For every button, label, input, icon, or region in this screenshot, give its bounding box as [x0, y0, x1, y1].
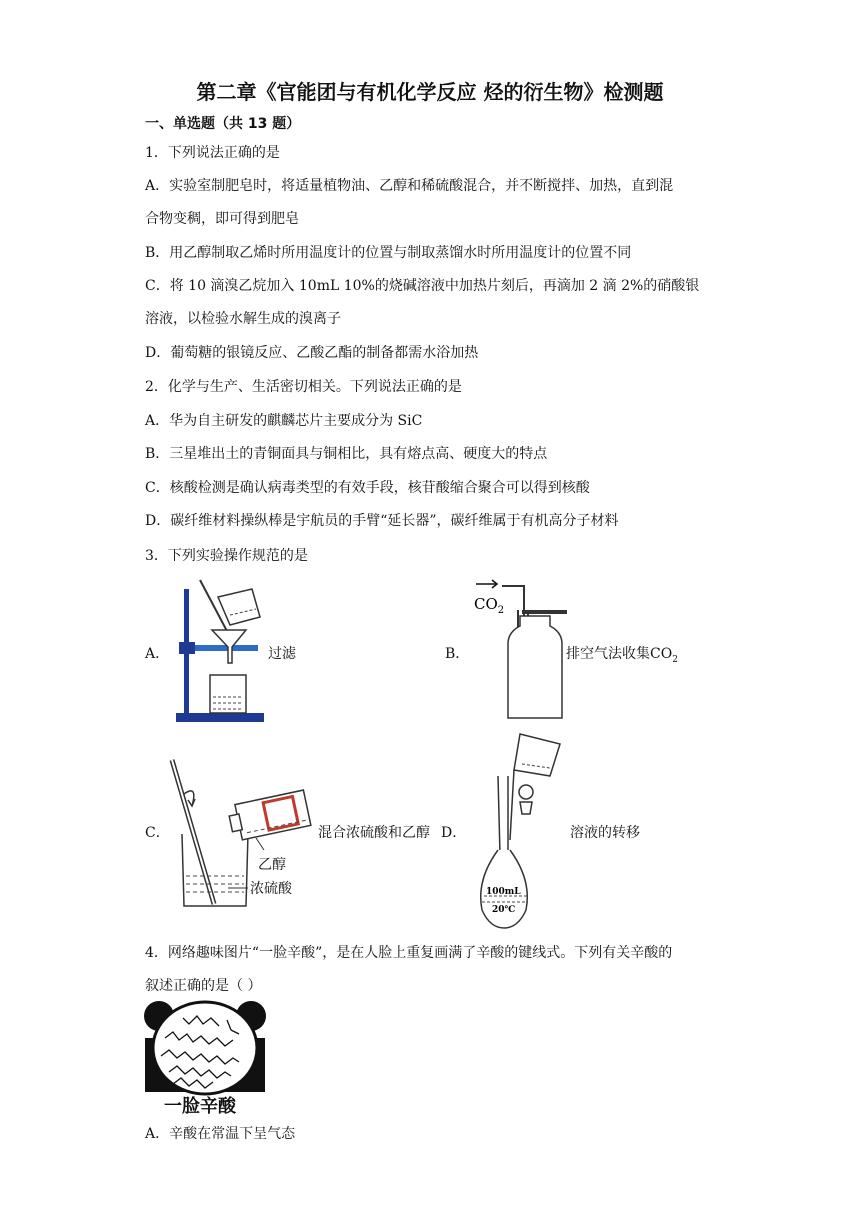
q4-stem-line1: 4．网络趣味图片“一脸辛酸”，是在人脸上重复画满了辛酸的键线式。下列有关辛酸的	[145, 945, 673, 961]
q3-option-a-letter: A．	[145, 646, 170, 662]
q3-option-c-text: 混合浓硫酸和乙醇	[318, 825, 430, 841]
q2-option-a: A．华为自主研发的麒麟芯片主要成分为 SiC	[145, 413, 423, 429]
q3-option-b-text: 排空气法收集$CO_2$	[566, 646, 678, 665]
q3-option-d-text: 溶液的转移	[570, 825, 640, 841]
q1-option-c-line1: C．将 10 滴溴乙烷加入 10mL 10%的烧碱溶液中加热片刻后，再滴加 2 滴 2%的硝酸银	[145, 278, 700, 294]
q2-stem: 2．化学与生产、生活密切相关。下列说法正确的是	[145, 379, 462, 395]
flask-temp-label: 20℃	[492, 905, 516, 915]
page-title: 第二章《官能团与有机化学反应 烃的衍生物》检测题	[196, 80, 664, 104]
q1-option-a-line2: 合物变稠，即可得到肥皂	[145, 211, 299, 227]
q3-option-a-text: 过滤	[268, 646, 296, 662]
q1-option-c-line2: 溶液，以检验水解生成的溴离子	[145, 311, 341, 327]
q4-option-a: A．辛酸在常温下呈气态	[145, 1126, 296, 1142]
volumetric-flask-figure	[470, 730, 570, 930]
q2-option-c: C．核酸检测是确认病毒类型的有效手段，核苷酸缩合聚合可以得到核酸	[145, 480, 590, 496]
q1-option-d: D．葡萄糖的银镜反应、乙酸乙酯的制备都需水浴加热	[145, 345, 479, 361]
q3-stem: 3．下列实验操作规范的是	[145, 548, 308, 564]
gas-collection-bottle-figure	[470, 580, 570, 720]
q1-option-b: B．用乙醇制取乙烯时所用温度计的位置与制取蒸馏水时所用温度计的位置不同	[145, 245, 632, 261]
section-heading: 一、单选题（共 13 题）	[145, 116, 301, 132]
q3-option-d-letter: D．	[441, 825, 467, 841]
ethanol-label: 乙醇	[258, 857, 286, 873]
q3-option-b-letter: B．	[445, 646, 470, 662]
filtration-apparatus-figure	[170, 575, 270, 725]
q3-option-c-letter: C．	[145, 825, 170, 841]
q2-option-d: D．碳纤维材料操纵棒是宇航员的手臂“延长器”，碳纤维属于有机高分子材料	[145, 513, 619, 529]
q1-stem: 1．下列说法正确的是	[145, 145, 280, 161]
q4-stem-line2: 叙述正确的是（ ）	[145, 978, 262, 994]
mixing-beaker-figure	[168, 756, 318, 908]
figure-caption: 一脸辛酸	[164, 1096, 236, 1117]
q1-option-a-line1: A．实验室制肥皂时，将适量植物油、乙醇和稀硫酸混合，并不断搅拌、加热，直到混	[145, 178, 674, 194]
sulfuric-acid-label: 浓硫酸	[250, 881, 292, 897]
q2-option-b: B．三星堆出土的青铜面具与铜相比，具有熔点高、硬度大的特点	[145, 446, 548, 462]
flask-volume-label: 100mL	[486, 887, 521, 897]
co2-label: $CO_2$	[474, 595, 505, 616]
